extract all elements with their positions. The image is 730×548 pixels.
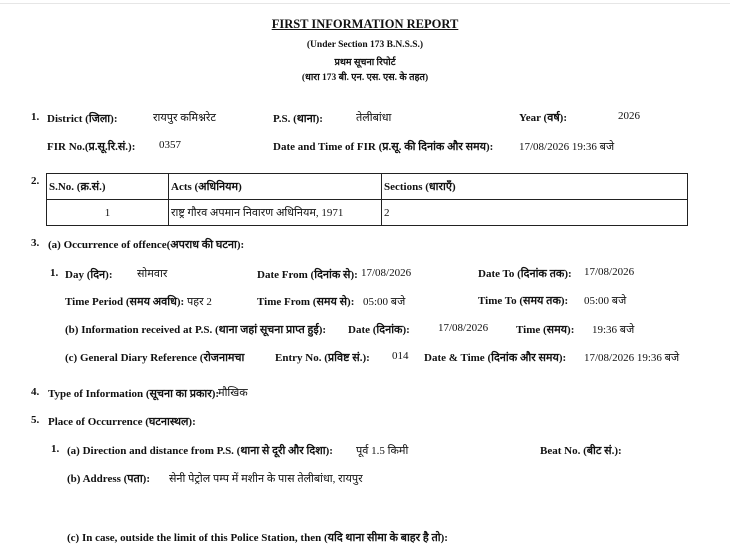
cell-section: 2 — [382, 200, 688, 226]
time-period-label: Time Period (समय अवधि): — [65, 296, 185, 308]
information-type-value: मौखिक — [218, 387, 248, 399]
hindi-section-note: (धारा 173 बी. एन. एस. एस. के तहत) — [301, 73, 429, 83]
outside-limit-label: (c) In case, outside the limit of this Police Station, then (यदि थाना सीमा के बाहर है तो): — [67, 532, 448, 544]
fir-datetime-value: 17/08/2026 19:36 बजे — [519, 141, 615, 153]
header-sections: Sections (धाराएँ) — [382, 174, 688, 200]
direction-distance-label: (a) Direction and distance from P.S. (थाना से दूरी और दिशा): — [67, 445, 333, 457]
under-section-note: (Under Section 173 B.N.S.S.) — [306, 40, 424, 50]
date-from-value: 17/08/2026 — [361, 267, 412, 279]
address-value: सेनी पेट्रोल पम्प में मशीन के पास तेलीबांधा, रायपुर — [169, 473, 363, 485]
top-divider — [0, 3, 730, 4]
section-1-number: 1. — [31, 111, 40, 123]
fir-datetime-label: Date and Time of FIR (प्र.सू. की दिनांक और समय): — [273, 141, 494, 153]
info-received-label: (b) Information received at P.S. (थाना जहां सूचना प्राप्त हुई): — [65, 324, 327, 336]
time-to-value: 05:00 बजे — [584, 295, 627, 307]
page-title: FIRST INFORMATION REPORT — [271, 17, 459, 31]
district-label: District (जिला): — [47, 113, 118, 125]
fir-number-value: 0357 — [159, 139, 181, 151]
diary-datetime-label: Date & Time (दिनांक और समय): — [424, 352, 567, 364]
info-date-label: Date (दिनांक): — [348, 324, 410, 336]
date-from-label: Date From (दिनांक से): — [257, 269, 358, 281]
address-label: (b) Address (पता): — [67, 473, 150, 485]
direction-distance-value: पूर्व 1.5 किमी — [356, 445, 409, 457]
hindi-title: प्रथम सूचना रिपोर्ट — [334, 58, 396, 68]
header-acts: Acts (अधिनियम) — [169, 174, 382, 200]
date-to-label: Date To (दिनांक तक): — [478, 268, 572, 280]
information-type-label: Type of Information (सूचना का प्रकार): — [48, 388, 220, 400]
info-time-label: Time (समय): — [516, 324, 575, 336]
entry-number-value: 014 — [392, 350, 409, 362]
place-of-occurrence-label: Place of Occurrence (घटनास्थल): — [48, 416, 196, 428]
info-date-value: 17/08/2026 — [438, 322, 489, 334]
time-from-value: 05:00 बजे — [363, 296, 406, 308]
day-value: सोमवार — [137, 268, 168, 280]
police-station-label: P.S. (थाना): — [273, 113, 323, 125]
table-row — [47, 200, 688, 226]
district-value: रायपुर कमिश्नरेट — [153, 112, 216, 124]
police-station-value: तेलीबांधा — [356, 112, 392, 124]
acts-sections-table — [46, 173, 688, 226]
year-value: 2026 — [618, 110, 640, 122]
table-header-row — [47, 174, 688, 200]
time-to-label: Time To (समय तक): — [478, 295, 569, 307]
date-to-value: 17/08/2026 — [584, 266, 635, 278]
cell-act: राष्ट्र गौरव अपमान निवारण अधिनियम, 1971 — [169, 200, 382, 226]
day-label: Day (दिन): — [65, 269, 113, 281]
cell-sno: 1 — [47, 200, 169, 226]
beat-number-label: Beat No. (बीट सं.): — [540, 445, 622, 457]
entry-number-label: Entry No. (प्रविष्ट सं.): — [275, 352, 370, 364]
section-2-number: 2. — [31, 175, 40, 187]
time-period-value: पहर 2 — [187, 296, 212, 308]
occurrence-heading: (a) Occurrence of offence(अपराध की घटना): — [48, 239, 245, 251]
header-sno: S.No. (क्र.सं.) — [47, 174, 169, 200]
place-sub-number: 1. — [51, 443, 60, 455]
fir-number-label: FIR No.(प्र.सू.रि.सं.): — [47, 141, 136, 153]
occurrence-sub-number: 1. — [50, 267, 59, 279]
year-label: Year (वर्ष): — [519, 112, 568, 124]
section-4-number: 4. — [31, 386, 40, 398]
section-5-number: 5. — [31, 414, 40, 426]
time-from-label: Time From (समय से): — [257, 296, 355, 308]
diary-datetime-value: 17/08/2026 19:36 बजे — [584, 352, 680, 364]
section-3-number: 3. — [31, 237, 40, 249]
info-time-value: 19:36 बजे — [592, 324, 635, 336]
general-diary-label: (c) General Diary Reference (रोजनामचा — [65, 352, 245, 364]
